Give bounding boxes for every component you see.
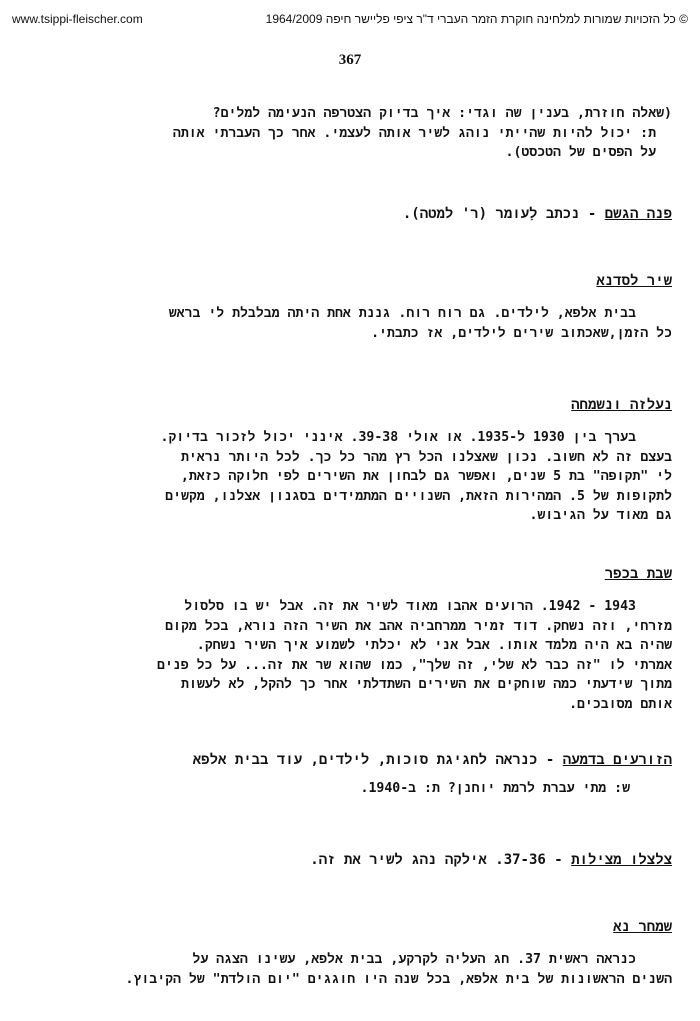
- text-line: אותם מסובכים.: [569, 696, 672, 712]
- section-title: נעלזה ונשמחה: [571, 397, 672, 413]
- text-line: ת: יכול להיות שהייתי נוהג לשיר אותה לעצמי. אחר כך העברתי אותה: [172, 125, 656, 141]
- text-line: השנים הראשונות של בית אלפא, בכל שנה היו חוגגים "יום הולדת" של הקיבוץ.: [125, 971, 672, 987]
- header-url[interactable]: www.tsippi-fleischer.com: [12, 12, 143, 26]
- section-heading: [44, 752, 672, 769]
- section-shamchar-na: [44, 919, 672, 989]
- section-heading: [44, 273, 672, 290]
- section-title: שמחר נא: [613, 919, 672, 935]
- text-line: (שאלה חוזרת, בענין שה וגדי: איך בדיוק הצטרפה הנעימה למלים?: [212, 106, 672, 121]
- text-line: לי "תקופה" בת 5 שנים, ואפשר גם לבחון את השירים לפי חלוקה כזאת,: [180, 469, 672, 484]
- section-heading: [44, 919, 672, 936]
- section-title: צלצלו מצילות: [571, 852, 672, 868]
- section-hazorim-bedima: [44, 752, 672, 799]
- text-line: אמרתי לו "זה כבר לא שלי, זה שלך", כמו שהוא שר את זה... על כל פנים: [157, 657, 672, 673]
- section-title: הזורעים בדמעה: [562, 752, 672, 768]
- section-heading-rest: - נכתב לָעומר (ר' למטה).: [402, 206, 605, 222]
- text-line: בבית אלפא, לילדים. גם רוח רוח. גננת אחת היתה מבלבלת לי בראש: [168, 306, 636, 321]
- section-title: פנה הגשם: [604, 206, 672, 222]
- section-title: שיר לסדנא: [596, 273, 672, 289]
- section-heading-rest: - כנראה לחגיגת סוכות, לילדים, עוד בבית אלפא: [192, 752, 563, 768]
- section-title: שבת בכפר: [604, 566, 672, 582]
- intro-paragraph: [44, 104, 672, 163]
- section-naalza-venismecha: [44, 397, 672, 526]
- text-line: על הפסים של הטכסט).: [505, 145, 656, 160]
- text-line: בערך בין 1930 ל-1935. או אולי 39-38. אינני יכול לזכור בדיוק.: [160, 430, 636, 445]
- text-line: שהיה בא היה מלמד אותו. אבל אני לא יכלתי לשמוע איך השיר נשחק.: [196, 638, 672, 653]
- text-line: מתוך שידעתי כמה שוחקים את השירים השתדלתי אחר כך להקל, לא לעשות: [181, 677, 672, 692]
- text-line: כל הזמן,שאכתוב שירים לילדים, אז כתבתי.: [371, 325, 672, 341]
- section-tziltzelu-metzilot: [44, 852, 672, 869]
- section-heading: [44, 397, 672, 414]
- section-shabat-bakfar: [44, 566, 672, 714]
- text-line: כנראה ראשית 37. חג העליה לקרקע, בבית אלפא, עשינו הצגה על: [192, 952, 636, 967]
- header-copyright: © כל הזכויות שמורות למלחינה חוקרת הזמר העברי ד"ר ציפי פליישר חיפה 1964/2009: [265, 12, 688, 26]
- text-line: לתקופות של 5. המהירות הזאת, השנויים המתמידים בסגנון אצלנו, מקשים: [165, 488, 672, 504]
- section-pne-hageshem: [44, 206, 672, 223]
- section-heading: [44, 566, 672, 583]
- text-line: ש: מתי עברת לרמת יוחנן? ת: ב-1940.: [360, 781, 630, 796]
- section-shir-lesadna: [44, 273, 672, 343]
- page-number: 367: [338, 52, 362, 68]
- text-line: מזרחי, וזה נשחק. דוד זמיר ממרחביה אהב את השיר הזה נורא, בכל מקום: [165, 618, 672, 634]
- text-line: גם מאוד על הגיבוש.: [529, 508, 672, 523]
- text-line: בעצם זה לא חשוב. נכון שאצלנו הכל רץ מהר כל כך. לכל היותר נראית: [180, 449, 672, 465]
- text-line: 1943 - 1942. הרועים אהבו מאוד לשיר את זה. אבל יש בו סלסול: [184, 599, 636, 614]
- section-heading: [44, 852, 672, 869]
- section-heading: [44, 206, 672, 223]
- section-heading-rest: - 37-36. אילקה נהג לשיר את זה.: [310, 852, 572, 868]
